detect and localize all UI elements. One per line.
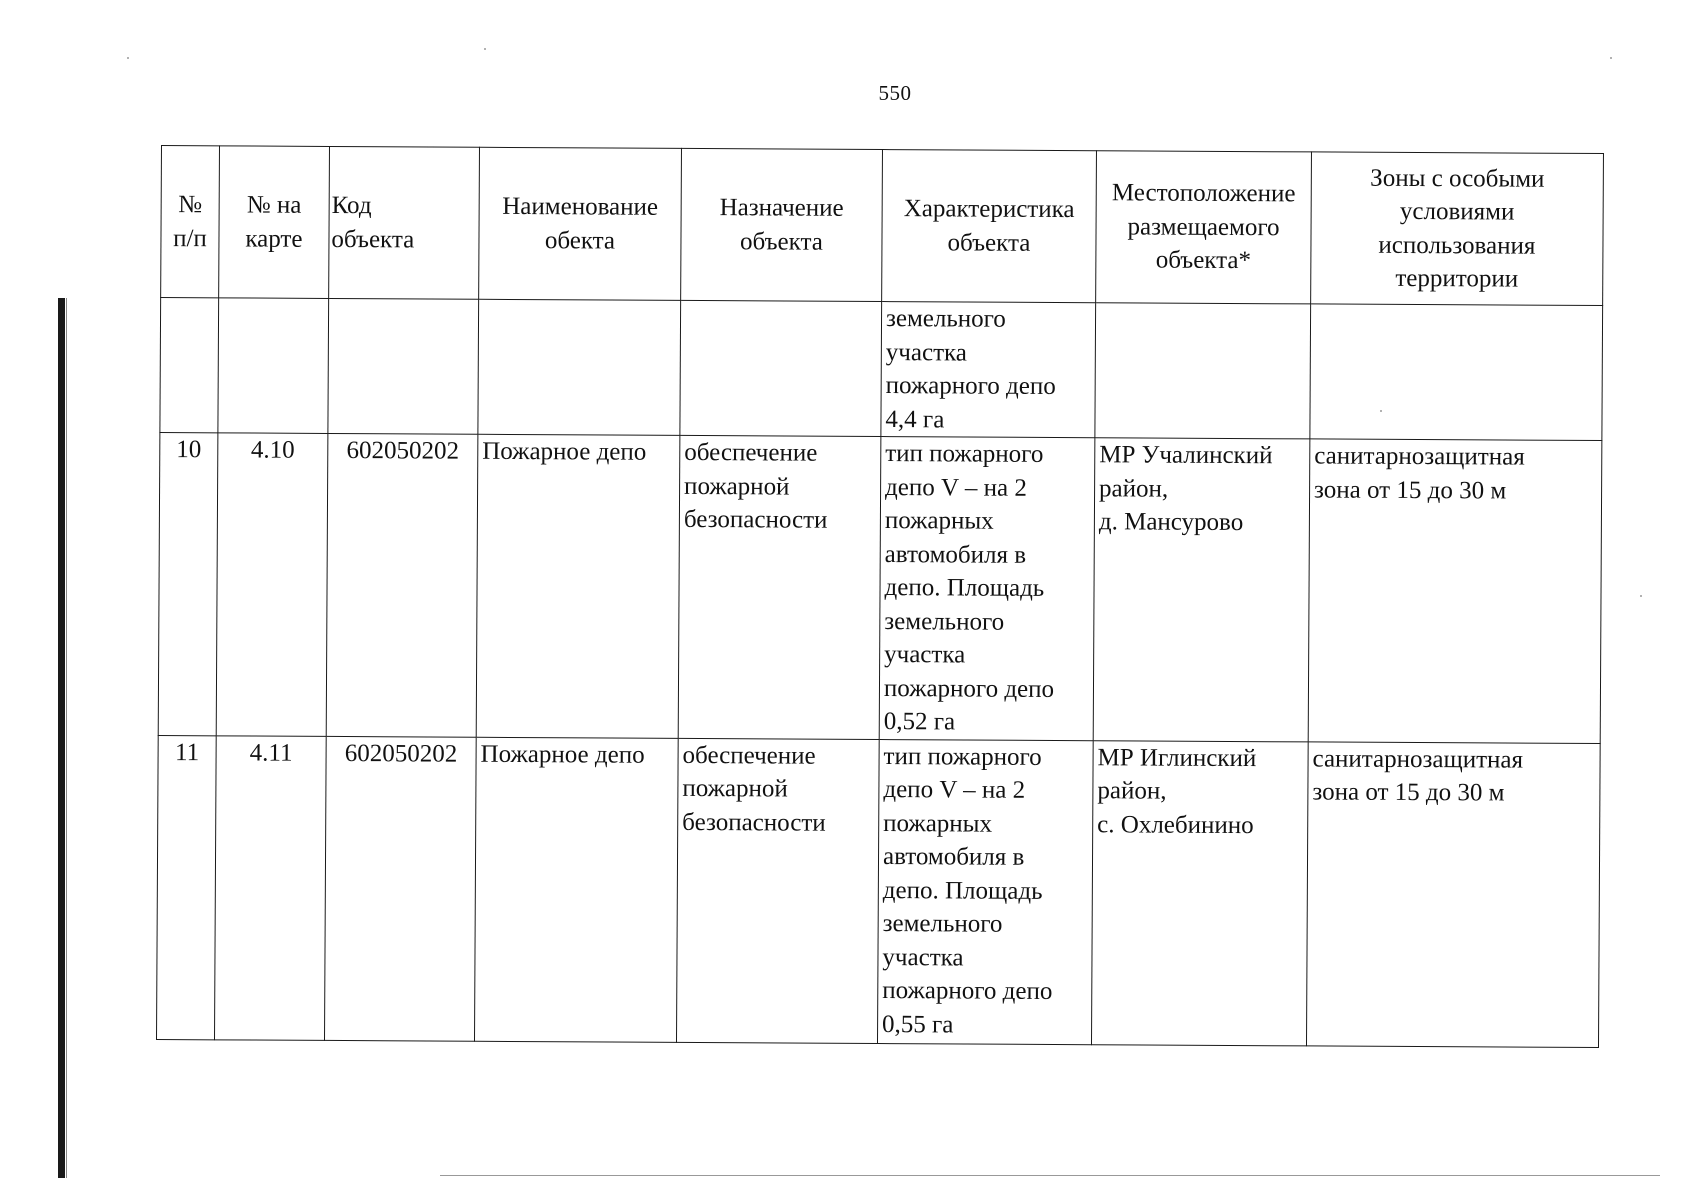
header-special-zones: Зоны с особыми условиями использования территории [1311,152,1604,306]
header-object-code: Код объекта [329,146,480,299]
cell-object-characteristic: тип пожарного депо V – на 2 пожарных автомобиля в депо. Площадь земельного участка пожарного депо 0,55 га [877,739,1093,1044]
cell-object-purpose: обеспечение пожарной безопасности [676,738,879,1043]
cell-object-code [328,298,479,434]
header-object-location: Местоположение размещаемого объекта* [1096,151,1312,304]
cell-object-characteristic: тип пожарного депо V – на 2 пожарных автомобиля в депо. Площадь земельного участка пожарного депо 0,52 га [879,437,1095,741]
cell-object-name: Пожарное депо [476,434,680,738]
table-header-row [161,146,1604,306]
scan-speck [1640,595,1642,597]
cell-num: 10 [158,432,218,735]
cell-object-location: МР Учалинский район, д. Мансурово [1093,438,1310,742]
scan-speck [484,48,486,50]
cell-special-zones: санитарнозащитная зона от 15 до 30 м [1308,439,1602,743]
header-object-purpose: Назначение объекта [681,148,883,301]
page-number: 550 [878,81,912,105]
cell-special-zones [1310,304,1603,441]
table-row [160,298,1603,441]
cell-object-name [478,299,681,435]
cell-special-zones: санитарнозащитная зона от 15 до 30 м [1306,741,1600,1047]
scan-edge-line [440,1175,1660,1176]
cell-object-purpose: обеспечение пожарной безопасности [678,435,881,739]
cell-map-number: 4.11 [215,735,327,1040]
cell-object-characteristic: земельного участка пожарного депо 4,4 га [881,302,1096,438]
cell-object-name: Пожарное депо [475,737,679,1042]
objects-table [156,145,1604,1048]
cell-map-number [218,298,329,434]
cell-map-number: 4.10 [216,433,328,736]
cell-object-code: 602050202 [326,433,478,736]
table-row [158,432,1602,743]
header-map-number: № на карте [219,146,330,299]
binding-edge-mark [58,298,65,1178]
cell-num [160,298,219,433]
cell-object-code: 602050202 [325,736,477,1041]
header-object-characteristic: Характеристика объекта [882,150,1097,303]
binding-edge-shadow [66,298,67,1178]
cell-object-location: МР Иглинский район, с. Охлебинино [1091,740,1308,1045]
cell-num: 11 [157,735,217,1039]
header-num: № п/п [161,146,220,298]
table-row [157,735,1601,1047]
scan-speck [127,57,129,59]
header-object-name: Наименование обекта [479,147,682,300]
scan-speck [1610,57,1612,59]
cell-object-purpose [680,300,882,436]
cell-object-location [1095,303,1311,439]
